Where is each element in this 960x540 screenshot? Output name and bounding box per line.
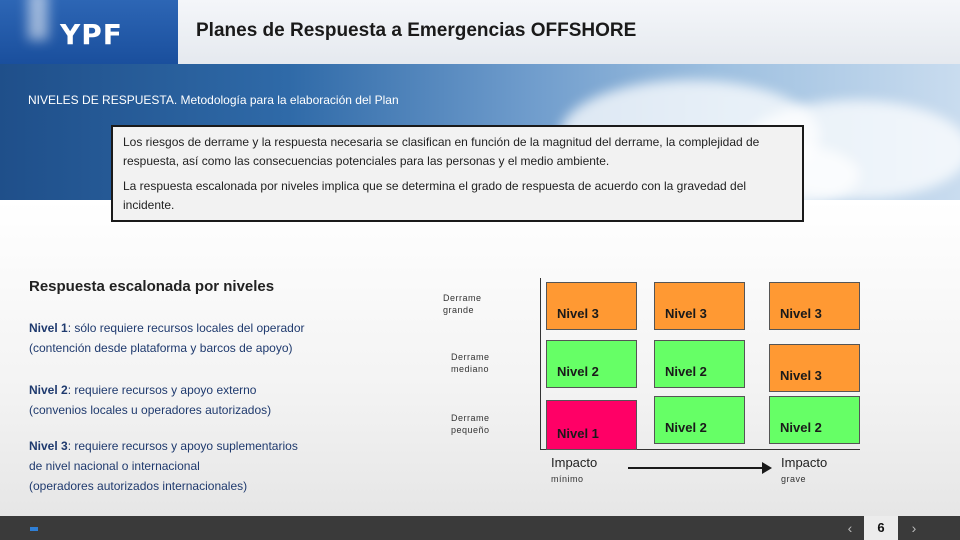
x-label-max: Impacto <box>781 455 828 470</box>
cell-nivel-3 <box>769 344 860 392</box>
cell-label: Nivel 2 <box>665 364 707 379</box>
cell-label: Nivel 2 <box>665 420 707 435</box>
footer-marker-icon <box>30 527 38 531</box>
row-label-text: Derrame <box>443 293 482 303</box>
row-label-text: mediano <box>451 364 490 374</box>
level-text: : sólo requiere recursos locales del operador <box>67 321 305 335</box>
cell-nivel-2 <box>546 340 637 388</box>
level-2-description <box>29 380 271 420</box>
level-text: : requiere recursos y apoyo suplementarios <box>67 439 298 453</box>
levels-heading: Respuesta escalonada por niveles <box>29 278 275 295</box>
cell-label: Nivel 3 <box>557 306 599 321</box>
level-text: de nivel nacional o internacional <box>29 459 200 473</box>
cell-label: Nivel 3 <box>665 306 707 321</box>
prev-slide-button[interactable]: ‹ <box>847 520 853 536</box>
cell-label: Nivel 1 <box>557 426 599 441</box>
x-sublabel-min: mínimo <box>551 474 584 484</box>
cell-label: Nivel 2 <box>780 420 822 435</box>
cell-nivel-3 <box>654 282 745 330</box>
page-title: Planes de Respuesta a Emergencias OFFSHORE <box>196 20 637 41</box>
x-sublabel-max: grave <box>781 474 807 484</box>
y-axis-line <box>540 278 541 450</box>
logo-glow <box>28 0 48 40</box>
cell-nivel-1 <box>546 400 637 450</box>
row-label-grande <box>443 292 482 316</box>
cell-nivel-2 <box>654 396 745 444</box>
cell-nivel-3 <box>546 282 637 330</box>
intro-paragraph: Los riesgos de derrame y la respuesta necesaria se clasifican en función de la magnitud del derrame, la complejidad de respuesta, así como las consecuencias potenciales para las personas y el medio ambiente. <box>123 135 760 168</box>
level-text: : requiere recursos y apoyo externo <box>67 383 257 397</box>
intro-paragraph: La respuesta escalonada por niveles implica que se determina el grado de respuesta de acuerdo con la gravedad del incidente. <box>123 179 747 212</box>
cell-nivel-2 <box>654 340 745 388</box>
intro-box <box>111 125 804 222</box>
level-text: (operadores autorizados internacionales) <box>29 479 248 493</box>
row-label-text: Derrame <box>451 413 490 423</box>
row-label-text: grande <box>443 305 475 315</box>
section-subtitle: NIVELES DE RESPUESTA. Metodología para la elaboración del Plan <box>28 93 399 107</box>
level-3-description <box>29 436 298 496</box>
footer-bar <box>0 516 960 540</box>
level-text: (contención desde plataforma y barcos de apoyo) <box>29 341 293 355</box>
level-name: Nivel 2 <box>29 383 68 397</box>
row-label-mediano <box>451 351 490 375</box>
arrow-head-icon <box>762 462 772 474</box>
logo-text: YPF <box>60 18 123 51</box>
level-text: (convenios locales u operadores autorizados) <box>29 403 272 417</box>
level-name: Nivel 3 <box>29 439 68 453</box>
cell-nivel-3 <box>769 282 860 330</box>
page-number: 6 <box>864 516 898 540</box>
logo <box>0 0 178 64</box>
level-name: Nivel 1 <box>29 321 68 335</box>
cell-label: Nivel 2 <box>557 364 599 379</box>
next-slide-button[interactable]: › <box>911 520 917 536</box>
cell-nivel-2 <box>769 396 860 444</box>
row-label-pequeno <box>451 412 490 436</box>
cell-label: Nivel 3 <box>780 368 822 383</box>
level-1-description <box>29 318 305 358</box>
impact-arrow <box>628 467 764 469</box>
row-label-text: pequeño <box>451 425 490 435</box>
row-label-text: Derrame <box>451 352 490 362</box>
cell-label: Nivel 3 <box>780 306 822 321</box>
x-label-min: Impacto <box>551 455 598 470</box>
